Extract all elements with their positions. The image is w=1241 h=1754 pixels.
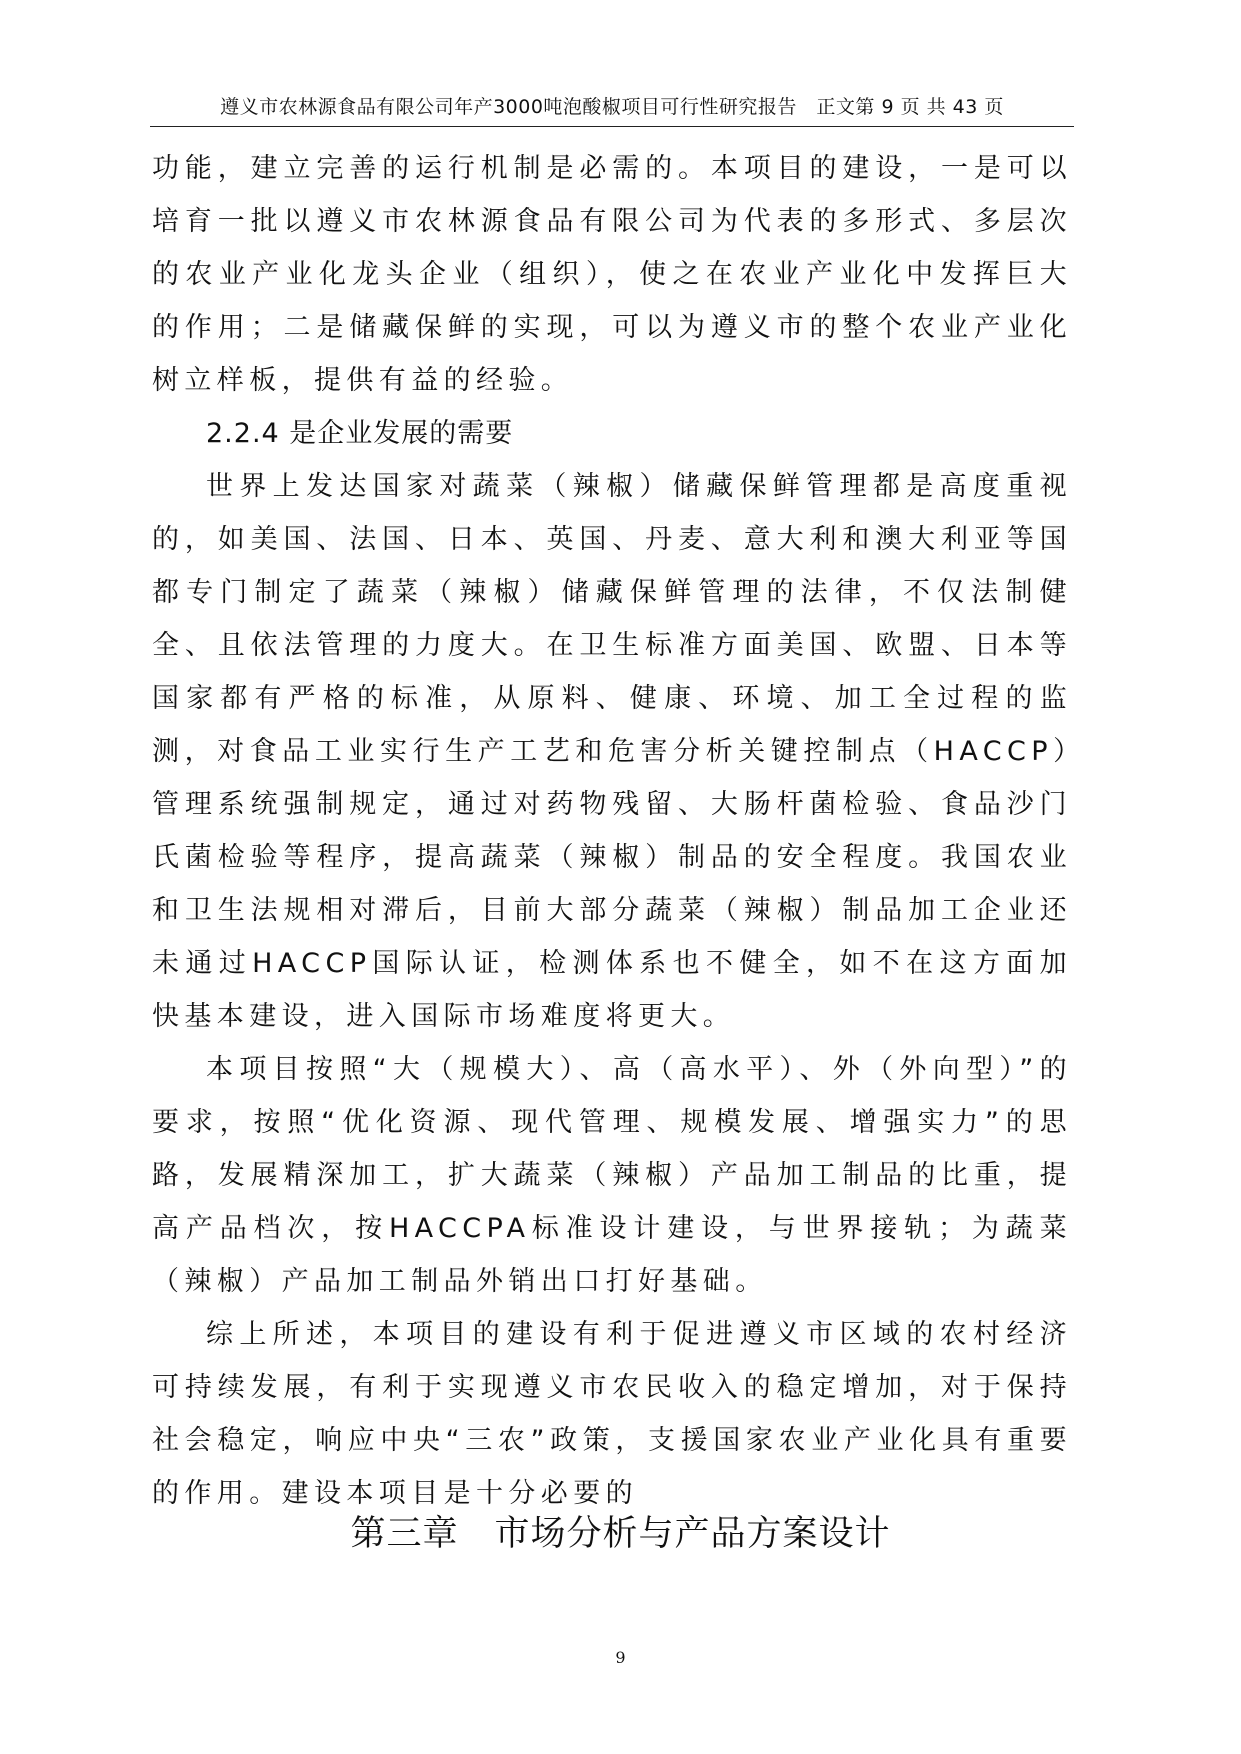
section-heading: 2.2.4 是企业发展的需要 [206, 418, 514, 449]
page-number: 9 [615, 1648, 626, 1667]
document-body [152, 142, 1072, 1520]
header-divider [150, 126, 1074, 127]
paragraph: 综上所述，本项目的建设有利于促进遵义市区域的农村经济可持续发展，有利于实现遵义市农民收入的稳定增加，对于保持社会稳定，响应中央“三农”政策，支援国家农业产业化具有重要的作用。建设本项目是十分必要的 [152, 1319, 1072, 1509]
page-header: 遵义市农林源食品有限公司年产3000吨泡酸椒项目可行性研究报告 正文第 9 页 共 43 页 [220, 96, 1004, 118]
continued-paragraph: 功能，建立完善的运行机制是必需的。本项目的建设，一是可以培育一批以遵义市农林源食品有限公司为代表的多形式、多层次的农业产业化龙头企业（组织），使之在农业产业化中发挥巨大的作用；二是储藏保鲜的实现，可以为遵义市的整个农业产业化树立样板，提供有益的经验。 [152, 153, 1072, 396]
chapter-title: 第三章 市场分析与产品方案设计 [350, 1514, 891, 1554]
paragraph: 本项目按照“大（规模大）、高（高水平）、外（外向型）”的要求，按照“优化资源、现代管理、规模发展、增强实力”的思路，发展精深加工，扩大蔬菜（辣椒）产品加工制品的比重，提高产品档次，按HACCPA标准设计建设，与世界接轨；为蔬菜（辣椒）产品加工制品外销出口打好基础。 [152, 1054, 1072, 1297]
paragraph: 世界上发达国家对蔬菜（辣椒）储藏保鲜管理都是高度重视的，如美国、法国、日本、英国、丹麦、意大利和澳大利亚等国都专门制定了蔬菜（辣椒）储藏保鲜管理的法律，不仅法制健全、且依法管理的力度大。在卫生标准方面美国、欧盟、日本等国家都有严格的标准，从原料、健康、环境、加工全过程的监测，对食品工业实行生产工艺和危害分析关键控制点（HACCP）管理系统强制规定，通过对药物残留、大肠杆菌检验、食品沙门氏菌检验等程序，提高蔬菜（辣椒）制品的安全程度。我国农业和卫生法规相对滞后，目前大部分蔬菜（辣椒）制品加工企业还未通过HACCP国际认证，检测体系也不健全，如不在这方面加快基本建设，进入国际市场难度将更大。 [152, 471, 1072, 1032]
